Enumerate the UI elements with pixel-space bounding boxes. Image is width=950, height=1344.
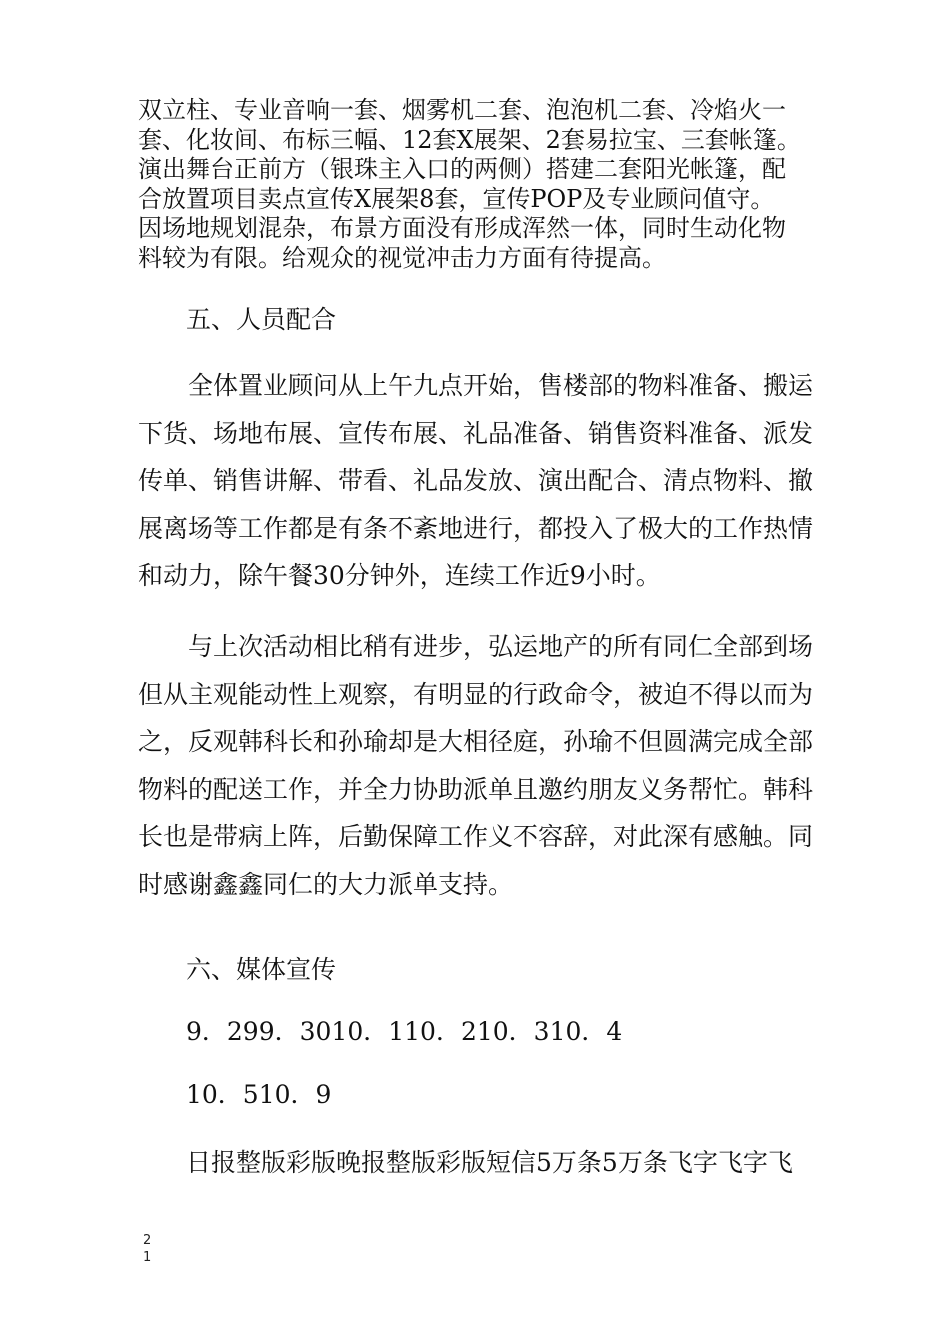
text-line: 与上次活动相比稍有进步，弘运地产的所有同仁全部到场 <box>138 632 814 661</box>
text-line: 长也是带病上阵，后勤保障工作义不容辞，对此深有感触。同 <box>138 822 814 851</box>
text-line: 但从主观能动性上观察，有明显的行政命令，被迫不得以而为 <box>138 679 814 709</box>
text-line: 套、化妆间、布标三幅、12套X展架、2套易拉宝、三套帐篷。 <box>138 125 801 154</box>
media-dates-line: 9．299．3010．110．210．310．4 <box>186 1017 623 1046</box>
media-dates-line: 10．510．9 <box>186 1080 332 1109</box>
paragraph-staff-work <box>138 362 838 600</box>
text-line: 传单、销售讲解、带看、礼品发放、演出配合、清点物料、撤 <box>138 466 814 495</box>
section-heading-media: 六、媒体宣传 <box>186 955 337 984</box>
page-number <box>143 1232 151 1266</box>
paragraph-progress <box>138 623 838 908</box>
section-heading-personnel: 五、人员配合 <box>186 305 337 334</box>
text-line: 演出舞台正前方（银珠主入口的两侧）搭建二套阳光帐篷，配 <box>138 155 786 183</box>
text-line: 全体置业顾问从上午九点开始，售楼部的物料准备、搬运 <box>138 371 814 400</box>
continuation-paragraph <box>138 96 838 273</box>
text-line: 之，反观韩科长和孙瑜却是大相径庭，孙瑜不但圆满完成全部 <box>138 727 814 756</box>
text-line: 和动力，除午餐30分钟外，连续工作近9小时。 <box>138 561 661 590</box>
text-line: 物料的配送工作，并全力协助派单且邀约朋友义务帮忙。韩科 <box>138 774 814 804</box>
text-line: 时感谢鑫鑫同仁的大力派单支持。 <box>138 869 514 899</box>
page-number-digit: 2 <box>143 1233 152 1248</box>
text-line: 双立柱、专业音响一套、烟雾机二套、泡泡机二套、冷焰火一 <box>138 96 786 124</box>
page-number-digit: 1 <box>143 1250 152 1265</box>
text-line: 下货、场地布展、宣传布展、礼品准备、销售资料准备、派发 <box>138 418 814 448</box>
media-channels-line: 日报整版彩版晚报整版彩版短信5万条5万条飞字飞字飞 <box>186 1148 793 1177</box>
text-line: 因场地规划混杂，布景方面没有形成浑然一体，同时生动化物 <box>138 214 786 242</box>
text-line: 展离场等工作都是有条不紊地进行，都投入了极大的工作热情 <box>138 513 814 543</box>
text-line: 料较为有限。给观众的视觉冲击力方面有待提高。 <box>138 243 666 272</box>
text-line: 合放置项目卖点宣传X展架8套，宣传POP及专业顾问值守。 <box>138 184 775 213</box>
